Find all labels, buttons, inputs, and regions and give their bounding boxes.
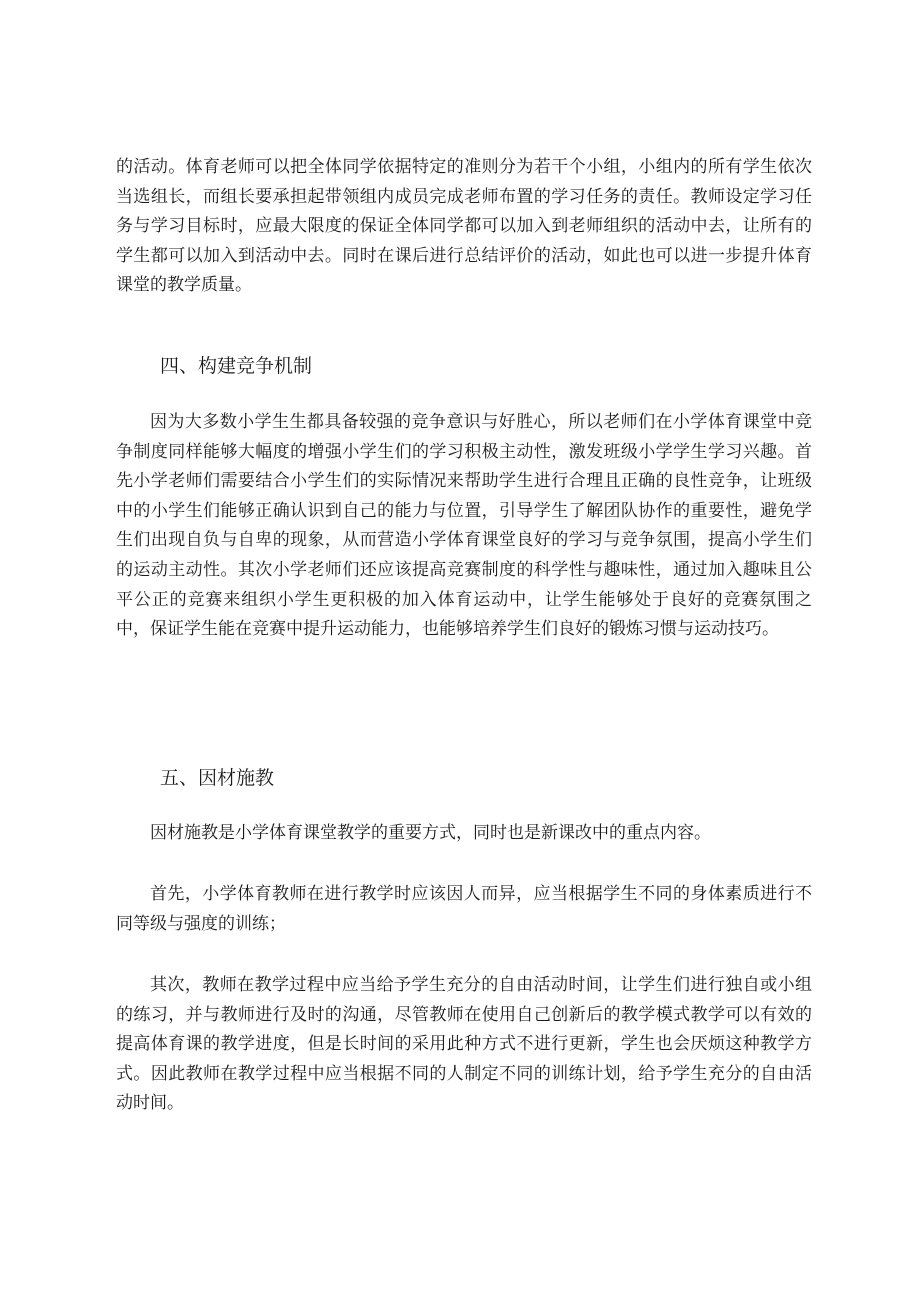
section-heading-competition: 四、构建竞争机制 [160,355,313,377]
paragraph-individualized-intro: 因材施教是小学体育课堂教学的重要方式，同时也是新课改中的重点内容。 [150,823,711,843]
section-heading-individualized: 五、因材施教 [160,767,275,789]
paragraph-group-activities: 的活动。体育老师可以把全体同学依据特定的准则分为若干个小组，小组内的所有学生依次当选组长，而组长要承担起带领组内成员完成老师布置的学习任务的责任。教师设定学习任务与学习目标时，应最大限度的保证全体同学都可以加入到老师组织的活动中去，让所有的学生都可以加入到活动中去。同时在课后进行总结评价的活动，如此也可以进一步提升体育课堂的教学质量。 [116,157,812,296]
paragraph-first-point: 首先，小学体育教师在进行教学时应该因人而异，应当根据学生不同的身体素质进行不同等级与强度的训练； [116,884,812,934]
paragraph-second-point: 其次，教师在教学过程中应当给予学生充分的自由活动时间，让学生们进行独自或小组的练习，并与教师进行及时的沟通，尽管教师在使用自己创新后的教学模式教学可以有效的提高体育课的教学进度，但是长时间的采用此种方式不进行更新，学生也会厌烦这种教学方式。因此教师在教学过程中应当根据不同的人制定不同的训练计划，给予学生充分的自由活动时间。 [116,975,812,1114]
paragraph-competition-mechanism: 因为大多数小学生生都具备较强的竞争意识与好胜心，所以老师们在小学体育课堂中竞争制度同样能够大幅度的增强小学生们的学习积极主动性，激发班级小学学生学习兴趣。首先小学老师们需要结合小学生们的实际情况来帮助学生进行合理且正确的良性竞争，让班级中的小学生们能够正确认识到自己的能力与位置，引导学生了解团队协作的重要性，避免学生们出现自负与自卑的现象，从而营造小学体育课堂良好的学习与竞争氛围，提高小学生们的运动主动性。其次小学老师们还应该提高竞赛制度的科学性与趣味性，通过加入趣味且公平公正的竞赛来组织小学生更积极的加入体育运动中，让学生能够处于良好的竞赛氛围之中，保证学生能在竞赛中提升运动能力，也能够培养学生们良好的锻炼习惯与运动技巧。 [116,412,812,640]
